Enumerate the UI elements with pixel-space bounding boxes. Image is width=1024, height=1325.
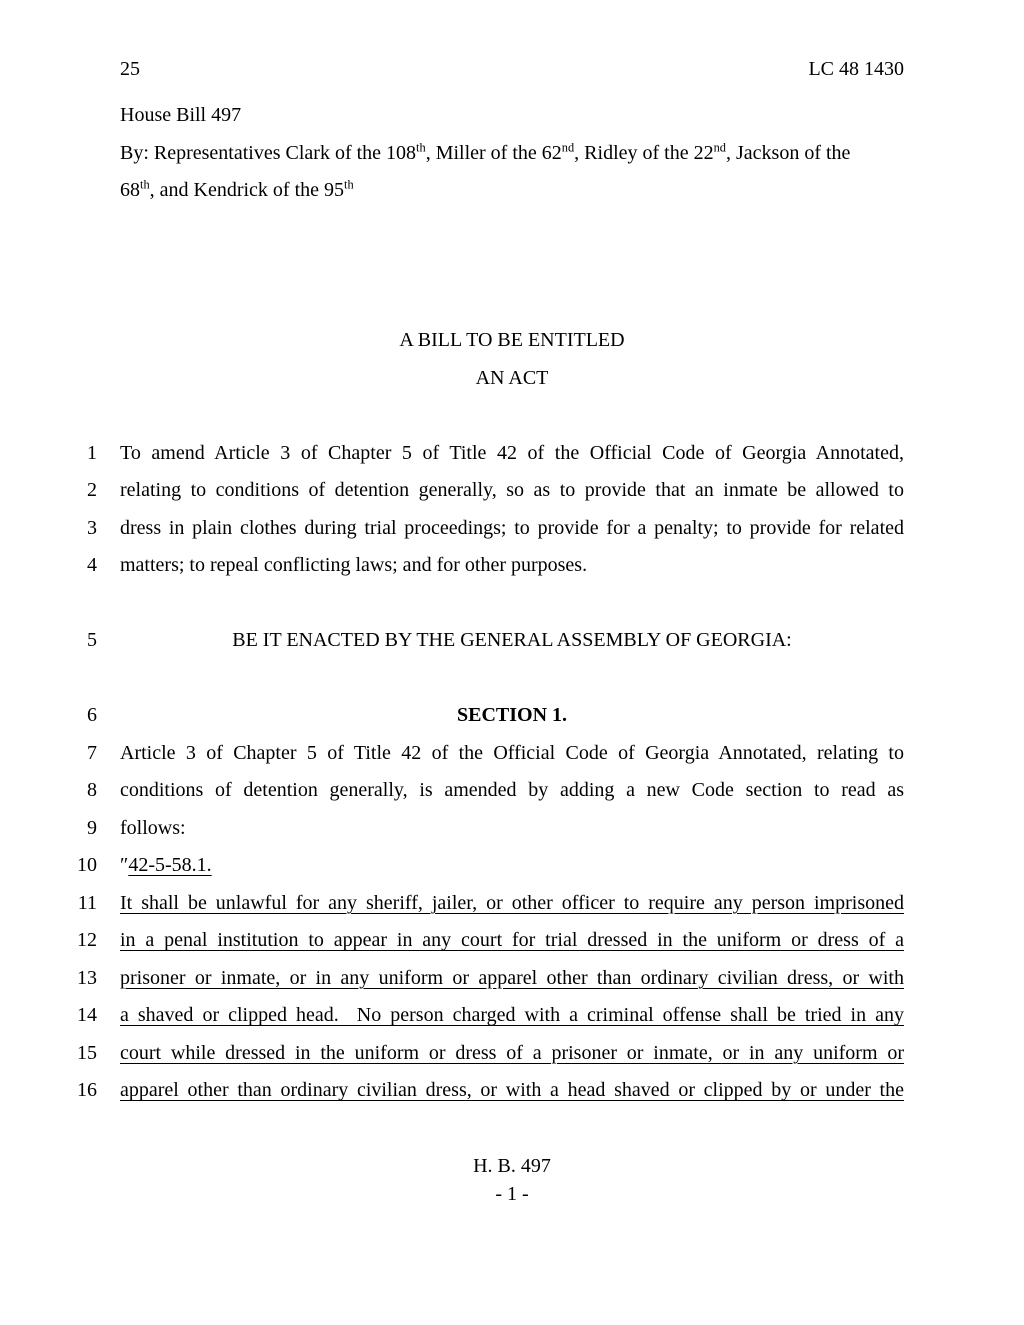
line-text: conditions of detention generally, is amended by adding a new Code section to read as xyxy=(120,779,904,801)
ordinal-suffix: th xyxy=(416,139,426,154)
line-number: 8 xyxy=(87,779,97,801)
line-text: To amend Article 3 of Chapter 5 of Title 42 of the Official Code of Georgia Annotated, xyxy=(120,441,904,464)
sponsors-text: , Jackson of the xyxy=(726,141,851,164)
bill-line-5 xyxy=(0,622,1024,660)
sponsors-text: 68 xyxy=(120,179,140,201)
bill-title: House Bill 497 xyxy=(120,104,242,126)
line-number: 9 xyxy=(87,816,97,839)
bill-line-7 xyxy=(0,735,1024,773)
sponsors-text: , Ridley of the 22 xyxy=(574,141,714,164)
quote-mark: ″ xyxy=(120,854,129,876)
line-text: relating to conditions of detention generally, so as to provide that an inmate be allowed to xyxy=(120,479,904,501)
line-text: dress in plain clothes during trial proceedings; to provide for a penalty; to provide for related xyxy=(120,516,904,539)
footer-bill-number: H. B. 497 xyxy=(473,1154,551,1177)
line-number: 10 xyxy=(77,854,97,876)
line-text: a shaved or clipped head. No person charged with a criminal offense shall be tried in any xyxy=(120,1004,904,1026)
ordinal-suffix: nd xyxy=(713,139,726,154)
bill-line-10 xyxy=(0,847,1024,885)
bill-line-3 xyxy=(0,510,1024,548)
line-number: 6 xyxy=(87,704,97,726)
line-number: 11 xyxy=(77,891,97,914)
page-footer xyxy=(0,1152,1024,1208)
bill-line-16 xyxy=(0,1072,1024,1110)
sponsors-text: , Miller of the 62 xyxy=(425,141,562,164)
line-number: 2 xyxy=(87,479,97,501)
line-text: It shall be unlawful for any sheriff, jailer, or other officer to require any person imprisoned xyxy=(120,891,904,914)
line-number: 4 xyxy=(87,554,97,576)
line-number: 5 xyxy=(87,629,97,651)
line-number: 3 xyxy=(87,516,97,539)
bill-line-2 xyxy=(0,472,1024,510)
sponsors-text: , and Kendrick of the 95 xyxy=(149,179,345,201)
bill-line-4 xyxy=(0,547,1024,585)
line-number: 1 xyxy=(87,441,97,464)
page-header xyxy=(120,51,904,89)
enacting-clause: BE IT ENACTED BY THE GENERAL ASSEMBLY OF GEORGIA: xyxy=(232,629,792,651)
bill-line-12 xyxy=(0,922,1024,960)
session-year: 25 xyxy=(120,58,140,80)
ordinal-suffix: th xyxy=(140,177,150,192)
section-heading: SECTION 1. xyxy=(456,704,568,726)
entitled-heading: A BILL TO BE ENTITLED xyxy=(399,329,625,351)
line-text: matters; to repeal conflicting laws; and for other purposes. xyxy=(120,554,588,576)
line-text: in a penal institution to appear in any court for trial dressed in the uniform or dress of a xyxy=(120,929,904,951)
line-number: 16 xyxy=(77,1079,97,1101)
bill-line-8 xyxy=(0,772,1024,810)
line-text: prisoner or inmate, or in any uniform or apparel other than ordinary civilian dress, or with xyxy=(120,966,904,989)
line-number: 15 xyxy=(77,1041,97,1064)
line-number: 7 xyxy=(87,741,97,764)
line-text: follows: xyxy=(120,816,186,839)
line-number: 12 xyxy=(77,929,97,951)
line-text: Article 3 of Chapter 5 of Title 42 of the Official Code of Georgia Annotated, relating to xyxy=(120,741,904,764)
bill-line-14 xyxy=(0,997,1024,1035)
ordinal-suffix: th xyxy=(344,177,354,192)
an-act-heading: AN ACT xyxy=(475,366,549,389)
lc-number: LC 48 1430 xyxy=(808,58,904,80)
sponsors-line-1 xyxy=(120,135,904,173)
code-section-number: 42-5-58.1. xyxy=(128,854,212,876)
ordinal-suffix: nd xyxy=(561,139,575,154)
footer-page-number: - 1 - xyxy=(495,1182,529,1205)
bill-line-15 xyxy=(0,1035,1024,1073)
bill-line-9 xyxy=(0,810,1024,848)
line-text xyxy=(120,847,904,885)
line-text: apparel other than ordinary civilian dress, or with a head shaved or clipped by or under the xyxy=(120,1079,904,1101)
bill-line-6 xyxy=(0,697,1024,735)
line-number: 14 xyxy=(77,1004,97,1026)
sponsors-text: By: Representatives Clark of the 108 xyxy=(120,141,417,164)
sponsors-line-2 xyxy=(120,172,904,210)
bill-line-1 xyxy=(0,435,1024,473)
bill-line-13 xyxy=(0,960,1024,998)
bill-line-11 xyxy=(0,885,1024,923)
line-number: 13 xyxy=(77,966,97,989)
line-text: court while dressed in the uniform or dress of a prisoner or inmate, or in any uniform or xyxy=(120,1041,904,1064)
